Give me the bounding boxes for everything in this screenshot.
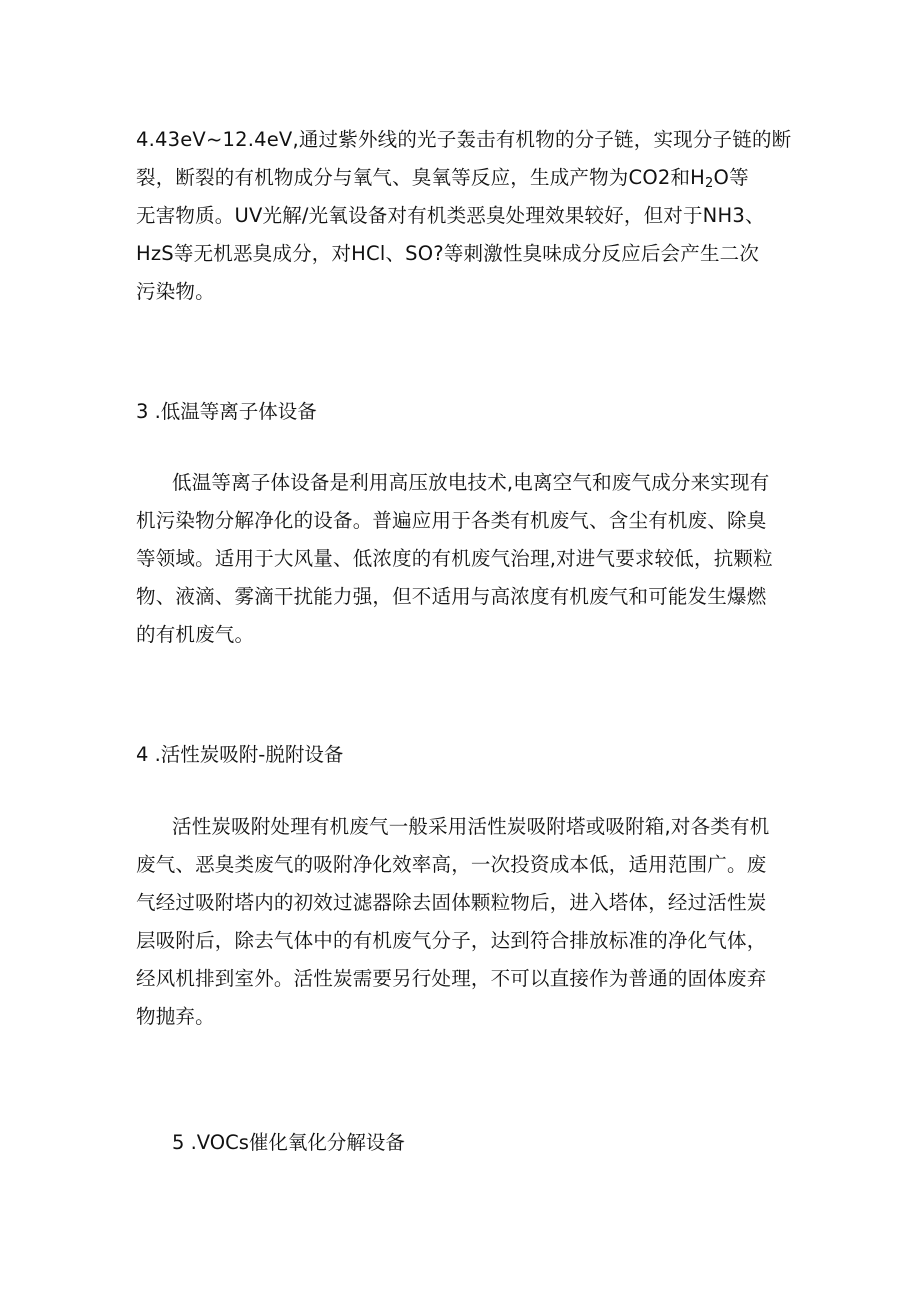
section-3-heading: 3 .低温等离子体设备: [136, 400, 317, 423]
section-4-paragraph: [136, 808, 796, 1036]
text-line: [136, 159, 796, 197]
text-line: 无害物质。UV光解/光氧设备对有机类恶臭处理效果较好，但对于NH3、: [136, 204, 765, 227]
text-line: 气经过吸附塔内的初效过滤器除去固体颗粒物后，进入塔体，经过活性炭: [136, 891, 767, 914]
text-line: 机污染物分解净化的设备。普遍应用于各类有机废气、含尘有机废、除臭: [136, 509, 767, 532]
text-line: 4.43eV~12.4eV,通过紫外线的光子轰击有机物的分子链，实现分子链的断: [136, 128, 792, 151]
text-line: 层吸附后，除去气体中的有机废气分子，达到符合排放标准的净化气体，: [136, 929, 767, 952]
text-segment: O等: [713, 166, 749, 189]
text-line: 经风机排到室外。活性炭需要另行处理，不可以直接作为普通的固体废弃: [136, 967, 767, 990]
text-line: 的有机废气。: [136, 623, 255, 646]
uv-paragraph: [136, 121, 796, 311]
text-line: 等领域。适用于大风量、低浓度的有机废气治理,对进气要求较低，抗颗粒: [136, 547, 773, 570]
text-line: 活性炭吸附处理有机废气一般采用活性炭吸附塔或吸附箱,对各类有机: [172, 815, 770, 838]
text-line: HzS等无机恶臭成分，对HCl、SO?等刺激性臭味成分反应后会产生二次: [136, 242, 760, 265]
text-line: 物抛弃。: [136, 1005, 215, 1028]
section-5-heading: 5 .VOCs催化氧化分解设备: [172, 1131, 405, 1154]
section-4-heading: 4 .活性炭吸附-脱附设备: [136, 743, 344, 766]
text-line: 物、液滴、雾滴干扰能力强，但不适用与高浓度有机废气和可能发生爆燃: [136, 585, 767, 608]
text-segment: 裂，断裂的有机物成分与氧气、臭氧等反应，生成产物为CO2和H: [136, 166, 706, 189]
text-line: 低温等离子体设备是利用高压放电技术,电离空气和废气成分来实现有: [172, 471, 770, 494]
text-line: 污染物。: [136, 280, 215, 303]
subscript-2: 2: [705, 176, 714, 191]
text-line: 废气、恶臭类废气的吸附净化效率高，一次投资成本低，适用范围广。废: [136, 853, 767, 876]
section-3-paragraph: [136, 464, 796, 654]
